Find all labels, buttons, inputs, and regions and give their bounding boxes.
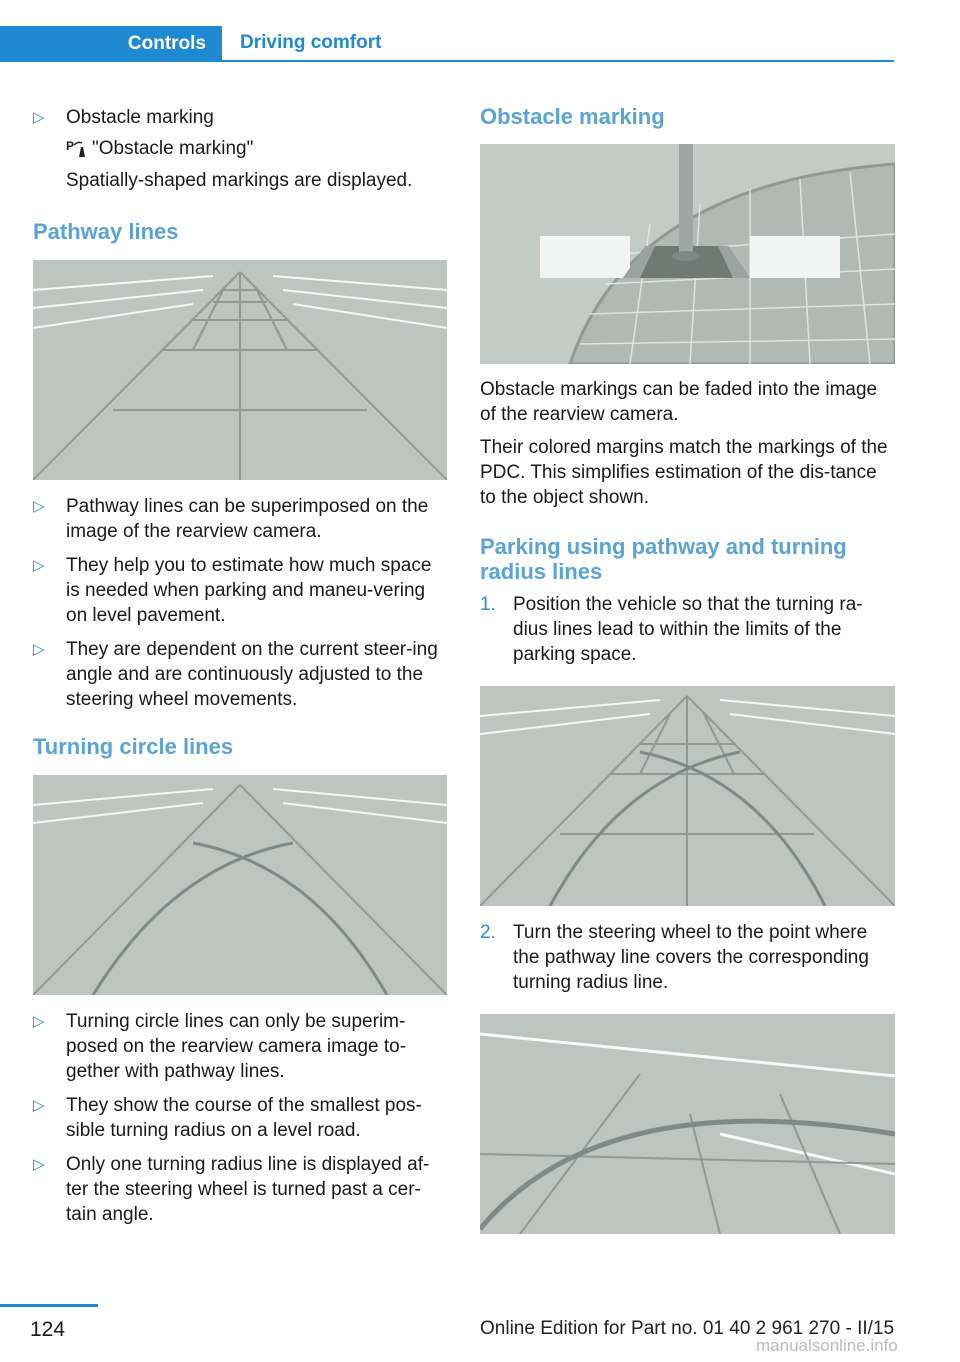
parking-step-2-figure — [480, 1014, 895, 1234]
list-item: ▷ They show the course of the smallest pos‐sible turning radius on a level road. — [33, 1095, 422, 1141]
triangle-bullet-icon: ▷ — [33, 557, 45, 574]
turning-circle-figure — [33, 775, 447, 995]
page-number: 124 — [30, 1318, 66, 1341]
parking-steps-continued — [480, 920, 895, 995]
turning-bullets — [33, 1009, 447, 1227]
triangle-bullet-icon: ▷ — [33, 1013, 45, 1030]
list-item: ▷ Only one turning radius line is displayed af‐ter the steering wheel is turned past a cer‐tain angle. — [33, 1154, 430, 1225]
triangle-bullet-icon: ▷ — [33, 1097, 45, 1114]
option-description: Spatially-shaped markings are displayed. — [66, 170, 413, 191]
list-item: ▷ They are dependent on the current steer‐ing angle and are continuously adjusted to the steering wheel movements. — [33, 639, 438, 710]
parking-step-1-figure — [480, 686, 895, 906]
step-text: Turn the steering wheel to the point where the pathway line covers the corresponding turning radius line. — [513, 922, 869, 993]
right-column — [480, 104, 895, 1234]
parking-steps — [480, 592, 895, 667]
menu-label: "Obstacle marking" — [92, 138, 254, 159]
obstacle-option-list — [33, 105, 447, 193]
tab-driving-comfort[interactable]: Driving comfort — [222, 26, 894, 62]
list-item: ▷ Turning circle lines can only be superim‐posed on the rearview camera image to‐gether with pathway lines. — [33, 1011, 407, 1082]
list-item: ▷ Pathway lines can be superimposed on the image of the rearview camera. — [33, 496, 429, 542]
step-number: 2. — [480, 922, 496, 943]
list-item — [480, 592, 895, 667]
footer-rule — [0, 1304, 98, 1307]
pathway-bullets — [33, 494, 447, 712]
obstacle-marking-icon — [66, 139, 88, 159]
pathway-lines-figure — [33, 260, 447, 480]
list-item: ▷ They help you to estimate how much space is needed when parking and maneu‐vering on level pavement. — [33, 555, 432, 626]
heading-pathway-lines: Pathway lines — [33, 219, 179, 244]
menu-line — [66, 136, 447, 161]
triangle-bullet-icon: ▷ — [33, 109, 45, 126]
tab-controls[interactable]: Controls — [0, 26, 222, 62]
obstacle-paragraph-1: Obstacle markings can be faded into the image of the rearview camera. — [480, 379, 878, 425]
triangle-bullet-icon: ▷ — [33, 1156, 45, 1173]
step-number: 1. — [480, 594, 496, 615]
list-item — [33, 105, 447, 193]
triangle-bullet-icon: ▷ — [33, 498, 45, 515]
page-header — [0, 0, 960, 62]
heading-obstacle-marking: Obstacle marking — [480, 104, 665, 129]
step-text: Position the vehicle so that the turning ra‐dius lines lead to within the limits of the parking space. — [513, 594, 863, 665]
obstacle-marking-figure — [480, 144, 895, 364]
heading-turning-circle-lines: Turning circle lines — [33, 734, 234, 759]
left-column — [33, 100, 447, 1236]
watermark: manualsonline.info — [756, 1336, 898, 1355]
heading-parking-using-lines: Parking using pathway and turning radius lines — [480, 534, 847, 584]
obstacle-paragraph-2: Their colored margins match the markings of the PDC. This simplifies estimation of the dis‐tance to the object shown. — [480, 437, 888, 508]
svg-text:P: P — [66, 138, 75, 153]
edition-info: Online Edition for Part no. 01 40 2 961 270 - II/15 — [480, 1318, 895, 1339]
triangle-bullet-icon: ▷ — [33, 641, 45, 658]
option-title: Obstacle marking — [66, 107, 214, 128]
list-item — [480, 920, 895, 995]
